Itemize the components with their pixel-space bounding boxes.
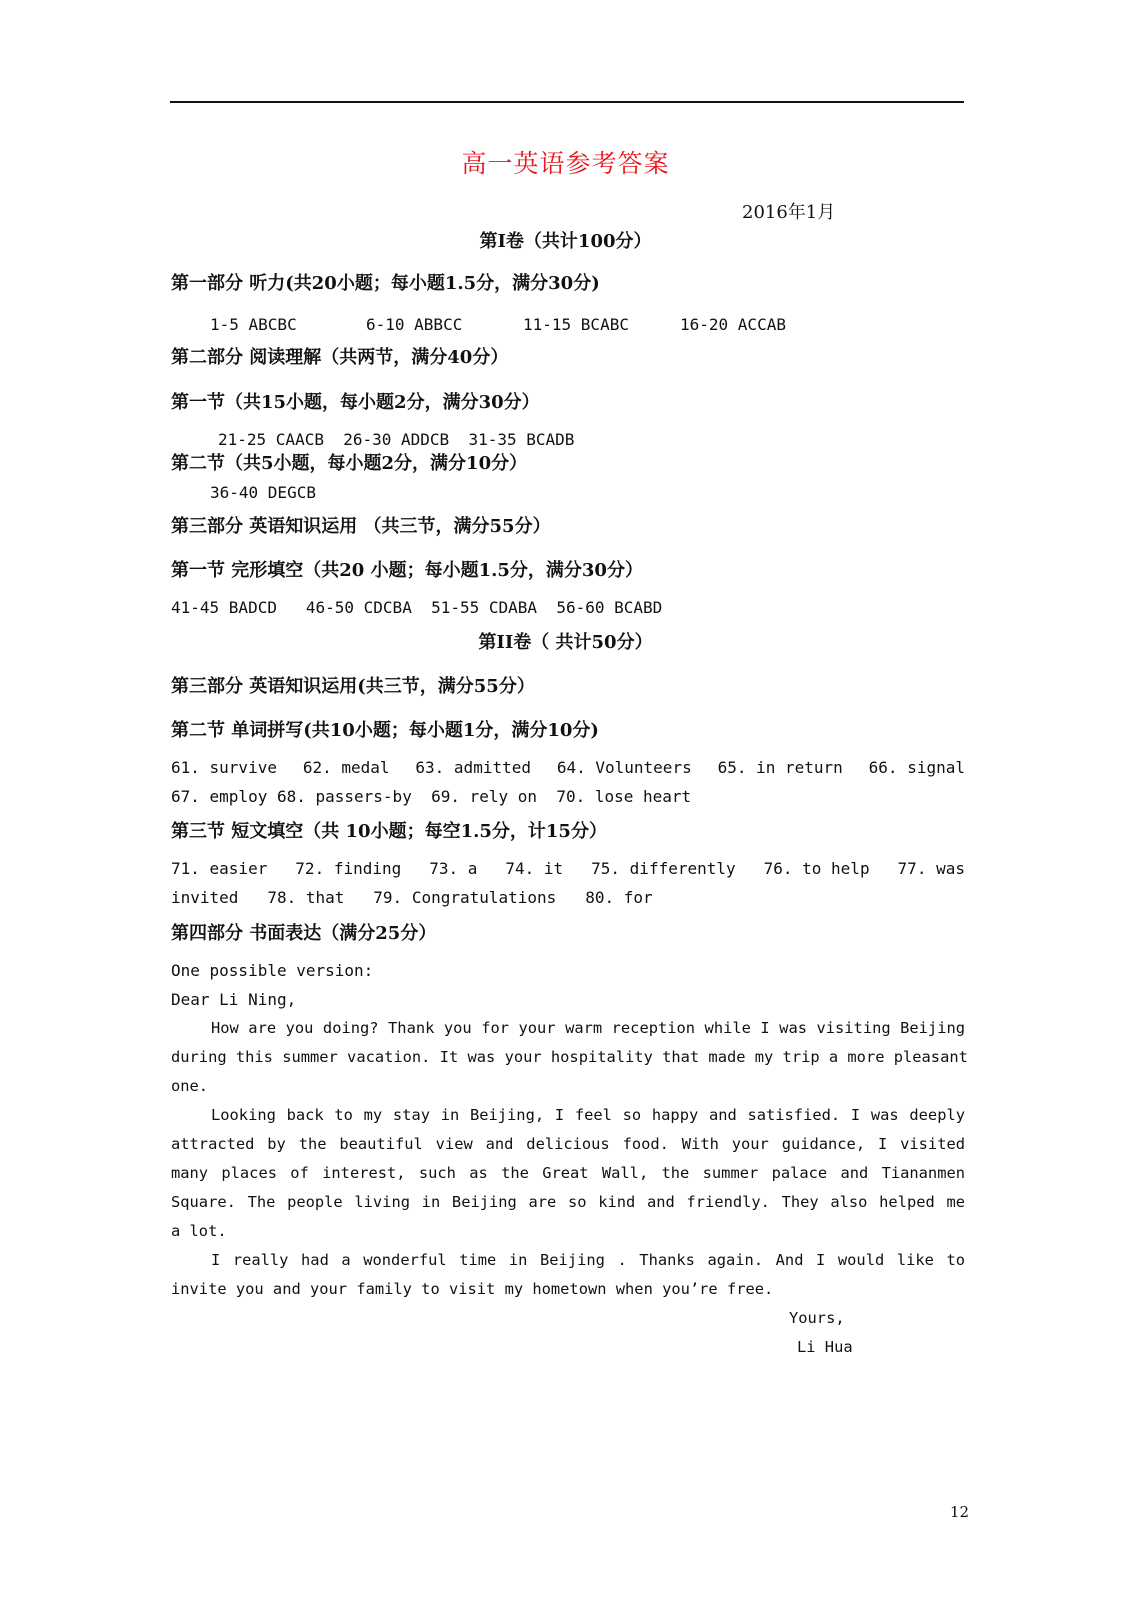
essay-line: many places of interest, such as the Great Wall, the summer palace and Tiananmen — [171, 1164, 965, 1182]
essay-line: How are you doing? Thank you for your warm reception while I was visiting Beijing — [211, 1019, 965, 1037]
part3-section1-heading: 第一节 完形填空（共20 小题；每小题1.5分，满分30分） — [171, 560, 643, 581]
answer-item: 65. in return — [717, 758, 843, 777]
answer-item: 66. signal — [868, 758, 965, 777]
spelling-answers-row — [171, 759, 965, 777]
volume-2-heading: 第II卷（ 共计50分） — [478, 632, 653, 653]
answer-item: 76. to help — [763, 859, 870, 878]
part2-section2-heading: 第二节（共5小题，每小题2分，满分10分） — [171, 453, 528, 474]
answer-item: 73. a — [429, 859, 478, 878]
answer-item: 77. was — [897, 859, 965, 878]
answer-item: 63. admitted — [415, 758, 531, 777]
part3b-section2-heading: 第二节 单词拼写(共10小题；每小题1分，满分10分) — [171, 720, 599, 741]
cloze-answers-row — [171, 860, 965, 878]
answer-item: 75. differently — [591, 859, 736, 878]
spelling-answers-row-2: 67. employ 68. passers-by 69. rely on 70. lose heart — [171, 787, 692, 806]
answer-item: 62. medal — [302, 758, 390, 777]
part3b-section3-heading: 第三节 短文填空（共 10小题；每空1.5分，计15分） — [171, 821, 607, 842]
cloze-answers-row-2: invited 78. that 79. Congratulations 80. for — [171, 888, 653, 907]
essay-line: Square. The people living in Beijing are so kind and friendly. They also helped me — [171, 1193, 965, 1211]
part3-heading: 第三部分 英语知识运用 （共三节，满分55分） — [171, 516, 551, 537]
document-date: 2016年1月 — [742, 202, 836, 223]
answer-group: 16-20 ACCAB — [680, 315, 786, 334]
essay-line: during this summer vacation. It was your hospitality that made my trip a more pleasant — [171, 1048, 968, 1066]
essay-closing: Yours, — [789, 1309, 845, 1327]
answer-item: 71. easier — [171, 859, 268, 878]
answer-item: 64. Volunteers — [556, 758, 692, 777]
part2-section2-answers: 36-40 DEGCB — [210, 483, 316, 502]
part2-section1-answers: 21-25 CAACB 26-30 ADDCB 31-35 BCADB — [218, 430, 575, 449]
answer-group: 6-10 ABBCC — [366, 315, 463, 334]
answer-item: 72. finding — [295, 859, 402, 878]
essay-intro: One possible version: — [171, 961, 374, 980]
essay-line: attracted by the beautiful view and delicious food. With your guidance, I visited — [171, 1135, 965, 1153]
part2-section1-heading: 第一节（共15小题，每小题2分，满分30分） — [171, 392, 540, 413]
essay-line: I really had a wonderful time in Beijing . Thanks again. And I would like to — [211, 1251, 965, 1269]
page-title: 高一英语参考答案 — [461, 149, 670, 178]
part1-heading: 第一部分 听力(共20小题；每小题1.5分，满分30分) — [171, 273, 600, 294]
essay-signature: Li Hua — [797, 1338, 853, 1356]
answer-item: 61. survive — [171, 758, 277, 777]
part4-heading: 第四部分 书面表达（满分25分） — [171, 923, 437, 944]
page-number: 12 — [950, 1503, 970, 1521]
essay-line: Looking back to my stay in Beijing, I feel so happy and satisfied. I was deeply — [211, 1106, 965, 1124]
volume-1-heading: 第I卷（共计100分） — [479, 231, 652, 252]
essay-line: a lot. — [171, 1222, 227, 1240]
answer-item: 74. it — [505, 859, 564, 878]
part3-section1-answers: 41-45 BADCD 46-50 CDCBA 51-55 CDABA 56-60 BCABD — [171, 598, 663, 617]
answer-group: 1-5 ABCBC — [210, 315, 297, 334]
header-rule — [170, 101, 964, 103]
part3b-heading: 第三部分 英语知识运用(共三节，满分55分） — [171, 676, 535, 697]
essay-line: one. — [171, 1077, 209, 1095]
essay-greeting: Dear Li Ning, — [171, 990, 297, 1009]
essay-line: invite you and your family to visit my hometown when you’re free. — [171, 1280, 774, 1298]
answer-group: 11-15 BCABC — [523, 315, 629, 334]
part2-heading: 第二部分 阅读理解（共两节，满分40分） — [171, 347, 509, 368]
